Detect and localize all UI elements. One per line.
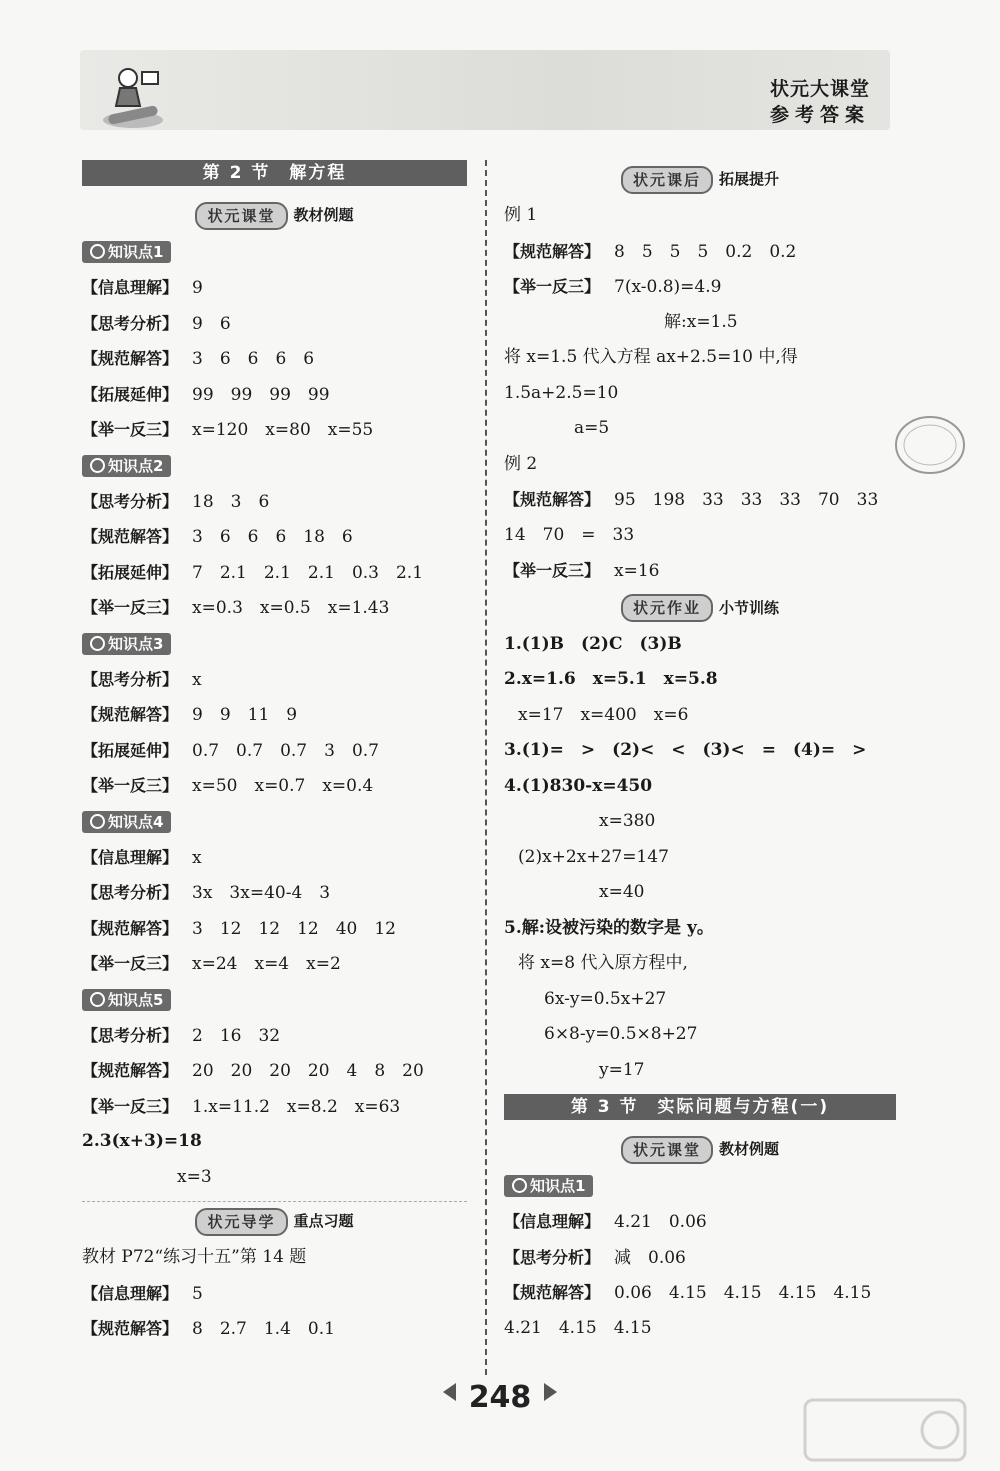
textbook-reference: 教材 P72“练习十五”第 14 题 (82, 1247, 307, 1267)
play-circle-icon (90, 814, 105, 829)
answer-line (504, 1204, 896, 1240)
answer-line (82, 590, 467, 626)
answer-value: 9 (192, 278, 203, 298)
answer-label: 【举一反三】 (82, 420, 179, 439)
homework-line: 1.(1)B (2)C (3)B (504, 633, 682, 654)
answer-label: 【思考分析】 (82, 669, 179, 689)
knowledge-point-tag (82, 633, 171, 655)
homework-line: 4.(1)830-x=450 (504, 775, 653, 796)
kp-label: 知识点4 (108, 812, 164, 831)
subsection-pill: 状元课后 (621, 166, 713, 194)
answer-label: 【举一反三】 (82, 1096, 179, 1116)
answer-line (504, 234, 896, 270)
knowledge-point-tag (82, 241, 171, 263)
example-label: 例 1 (504, 205, 538, 225)
watermark-logo-icon (800, 1395, 970, 1465)
answer-label: 【思考分析】 (504, 1247, 601, 1267)
answer-label: 【举一反三】 (82, 954, 179, 973)
mascot-reading-icon (98, 62, 168, 132)
answer-line (82, 911, 467, 947)
subsection-text: 小节训练 (719, 598, 780, 617)
kp-label: 知识点3 (108, 634, 164, 653)
subsection-text: 教材例题 (293, 206, 354, 224)
answer-label: 【信息理解】 (82, 278, 179, 297)
homework-line: 6×8-y=0.5×8+27 (544, 1024, 698, 1044)
answer-value: 4.21 0.06 (614, 1212, 707, 1232)
subsection-pill: 状元作业 (621, 594, 713, 622)
knowledge-point-tag (504, 1175, 593, 1197)
play-circle-icon (90, 636, 105, 651)
answer-value: 0.7 0.7 0.7 3 0.7 (192, 740, 379, 761)
answer-label: 【拓展延伸】 (82, 384, 179, 404)
equation-line: x=3 (177, 1166, 212, 1187)
answer-value: 7(x-0.8)=4.9 (614, 277, 722, 297)
brand-line1: 状元大课堂 (769, 78, 870, 100)
answer-value: 0.06 4.15 4.15 4.15 4.15 (614, 1283, 872, 1303)
answer-line (82, 412, 467, 448)
answer-value: 20 20 20 20 4 8 20 (192, 1061, 424, 1081)
knowledge-point-tag (82, 811, 171, 833)
page-number: 248 (468, 1380, 532, 1415)
answer-line (82, 1276, 467, 1312)
answer-label: 【思考分析】 (82, 313, 179, 333)
kp-label: 知识点5 (108, 990, 164, 1009)
right-column (504, 160, 896, 1346)
homework-line: 将 x=8 代入原方程中, (518, 953, 688, 973)
answer-value: 5 (192, 1283, 203, 1304)
homework-line: y=17 (599, 1059, 645, 1080)
left-column (82, 160, 467, 1347)
answer-label: 【规范解答】 (82, 1319, 179, 1338)
answer-line (82, 341, 467, 377)
answer-label: 【拓展延伸】 (82, 562, 179, 582)
knowledge-point-tag (82, 455, 171, 477)
answer-line (82, 946, 467, 982)
answer-label: 【拓展延伸】 (82, 740, 179, 760)
answer-value: 8 5 5 5 0.2 0.2 (614, 241, 797, 262)
answer-value: 2 16 32 (192, 1025, 281, 1046)
homework-line: x=17 x=400 x=6 (518, 704, 689, 725)
answer-label: 【思考分析】 (82, 491, 179, 511)
answer-value: 9 6 (192, 313, 231, 334)
previous-arrow-icon (443, 1383, 456, 1401)
next-arrow-icon (544, 1383, 557, 1401)
subsection-heading (504, 160, 896, 198)
homework-line: 3.(1)= > (2)< < (3)< = (4)= > (504, 740, 867, 760)
answer-value: x=120 x=80 x=55 (192, 420, 374, 440)
answer-line (82, 875, 467, 911)
answer-value: 99 99 99 99 (192, 384, 330, 405)
answer-line (82, 555, 467, 591)
answer-line (504, 553, 896, 589)
answer-line (82, 697, 467, 733)
answer-label: 【思考分析】 (82, 1025, 179, 1045)
answer-label: 【规范解答】 (82, 527, 179, 546)
example-label: 例 2 (504, 453, 538, 474)
answer-line (82, 1311, 467, 1347)
knowledge-point-tag (82, 989, 171, 1011)
answer-line (82, 840, 467, 876)
homework-line: 5.解:设被污染的数字是 y。 (504, 917, 714, 938)
answer-line (504, 482, 896, 518)
answer-label: 【思考分析】 (82, 883, 179, 902)
answer-label: 【举一反三】 (82, 776, 179, 795)
column-divider (485, 160, 487, 1375)
page-header (0, 0, 1000, 140)
answer-line (82, 768, 467, 804)
answer-line (82, 733, 467, 769)
answer-line (82, 306, 467, 342)
answer-value: x (192, 669, 202, 690)
answer-value: 7 2.1 2.1 2.1 0.3 2.1 (192, 562, 424, 583)
subsection-text: 教材例题 (719, 1140, 780, 1158)
answer-line (82, 1053, 467, 1089)
answer-label: 【规范解答】 (82, 918, 179, 938)
answer-line (82, 662, 467, 698)
kp-label: 知识点1 (108, 243, 164, 261)
equation-line: 2.3(x+3)=18 (82, 1131, 202, 1151)
answer-value: x=50 x=0.7 x=0.4 (192, 776, 374, 796)
answer-label: 【举一反三】 (504, 561, 601, 580)
answer-value: 3 6 6 6 18 6 (192, 527, 353, 547)
answer-label: 【规范解答】 (504, 1283, 601, 1302)
answer-label: 【规范解答】 (82, 349, 179, 368)
answer-value: 3 12 12 12 40 12 (192, 918, 396, 939)
subsection-heading (504, 1130, 896, 1168)
equation-line: 1.5a+2.5=10 (504, 382, 619, 403)
answer-label: 【举一反三】 (504, 277, 601, 296)
solution-line: 解:x=1.5 (664, 311, 738, 332)
equation-line: a=5 (574, 418, 610, 438)
subsection-heading (504, 589, 896, 627)
homework-line: x=380 (599, 811, 656, 831)
brand-line2: 参考答案 (769, 104, 870, 126)
homework-line: x=40 (599, 882, 645, 902)
answer-line (82, 377, 467, 413)
kp-label: 知识点1 (530, 1177, 586, 1195)
section-title: 第 3 节 实际问题与方程(一) (504, 1094, 896, 1120)
play-circle-icon (90, 458, 105, 473)
answer-label: 【规范解答】 (504, 241, 601, 261)
answer-value: x=0.3 x=0.5 x=1.43 (192, 598, 390, 618)
answer-value: 8 2.7 1.4 0.1 (192, 1319, 335, 1339)
subsection-pill: 状元课堂 (195, 202, 287, 230)
answer-line (82, 519, 467, 555)
answer-line: 4.21 4.15 4.15 (504, 1317, 652, 1338)
kp-label: 知识点2 (108, 456, 164, 475)
subsection-heading (82, 196, 467, 234)
section-title: 第 2 节 解方程 (82, 160, 467, 186)
answer-value: x (192, 847, 202, 868)
answer-label: 【信息理解】 (82, 1283, 179, 1303)
answer-label: 【举一反三】 (82, 598, 179, 617)
answer-line (82, 484, 467, 520)
subsection-pill: 状元课堂 (621, 1136, 713, 1164)
homework-line: (2)x+2x+27=147 (518, 846, 669, 867)
answer-value: 1.x=11.2 x=8.2 x=63 (192, 1096, 401, 1117)
answer-label: 【规范解答】 (82, 1061, 179, 1080)
homework-line: 2.x=1.6 x=5.1 x=5.8 (504, 669, 718, 689)
play-circle-icon (90, 244, 105, 259)
answer-line (82, 1018, 467, 1054)
play-circle-icon (512, 1178, 527, 1193)
solution-line: 将 x=1.5 代入方程 ax+2.5=10 中,得 (504, 347, 798, 367)
play-circle-icon (90, 992, 105, 1007)
answer-label: 【信息理解】 (504, 1212, 601, 1231)
answer-line (504, 1240, 896, 1276)
answer-value: 18 3 6 (192, 491, 270, 512)
subsection-text: 重点习题 (293, 1212, 354, 1230)
answer-line (504, 269, 896, 305)
answer-value: x=24 x=4 x=2 (192, 954, 341, 974)
subsection-text: 拓展提升 (719, 170, 780, 188)
answer-line: 14 70 = 33 (504, 524, 635, 545)
answer-value: 3 6 6 6 6 (192, 349, 315, 369)
answer-line (504, 1275, 896, 1311)
answer-value: x=16 (614, 561, 660, 581)
subsection-heading (82, 1202, 467, 1240)
answer-value: 95 198 33 33 33 70 33 (614, 490, 879, 510)
answer-line (82, 270, 467, 306)
answer-label: 【信息理解】 (82, 847, 179, 867)
round-stamp-icon (890, 405, 970, 485)
answer-label: 【规范解答】 (82, 705, 179, 724)
subsection-pill: 状元导学 (195, 1208, 287, 1236)
answer-value: 9 9 11 9 (192, 705, 298, 725)
answer-label: 【规范解答】 (504, 490, 601, 509)
answer-value: 减 0.06 (614, 1247, 686, 1268)
brand-title (770, 76, 870, 128)
homework-line: 6x-y=0.5x+27 (544, 988, 667, 1009)
answer-value: 3x 3x=40-4 3 (192, 883, 331, 903)
answer-line (82, 1089, 467, 1125)
header-band (80, 50, 890, 130)
